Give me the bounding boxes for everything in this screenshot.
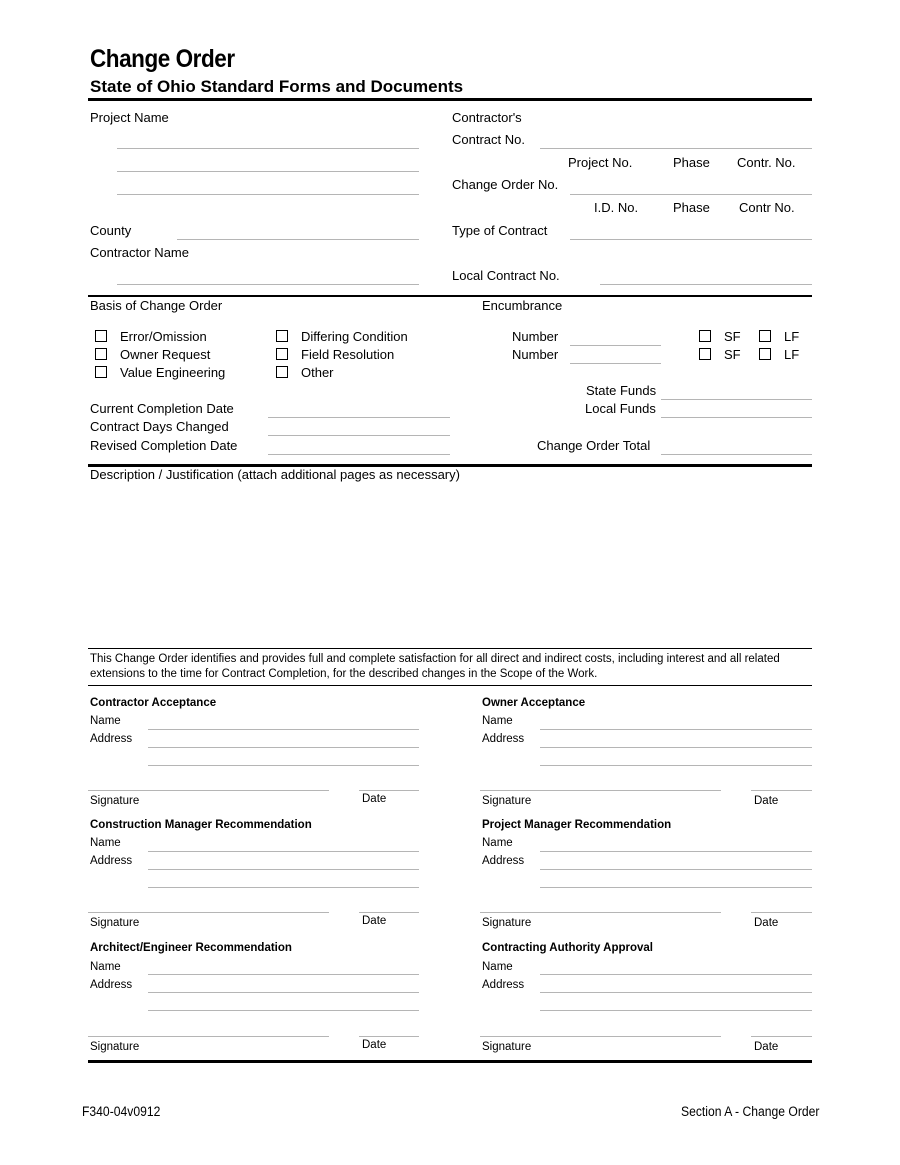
error-omission-label: Error/Omission [120,329,207,344]
bottom-rule [88,1060,812,1063]
owner-signature-label: Signature [482,795,532,807]
cm-address-label: Address [90,855,133,867]
pm-address-field-2[interactable] [540,887,812,888]
number1-field[interactable] [570,345,661,346]
header-divider [88,98,812,101]
current-completion-field[interactable] [268,417,450,418]
contractor-address-field-2[interactable] [148,765,419,766]
section-label: Section A - Change Order [681,1104,820,1119]
type-of-contract-field[interactable] [570,239,812,240]
contractor-name-label: Name [90,715,121,727]
error-omission-checkbox[interactable] [95,330,107,342]
contractor-name-field[interactable] [148,729,419,730]
ca-name-field[interactable] [540,974,812,975]
statement-bottom-rule [88,685,812,686]
ae-date-field[interactable] [359,1036,419,1037]
ae-address-label: Address [90,979,133,991]
contractor-signature-field[interactable] [88,790,329,791]
cm-signature-field[interactable] [88,912,329,913]
number2-field[interactable] [570,363,661,364]
ae-signature-label: Signature [90,1041,140,1053]
description-label: Description / Justification (attach additional pages as necessary) [90,467,460,482]
change-order-total-label: Change Order Total [537,438,651,453]
pm-name-label: Name [482,837,513,849]
ca-signature-label: Signature [482,1041,532,1053]
cm-name-field[interactable] [148,851,419,852]
other-label: Other [301,365,334,380]
pm-address-field-1[interactable] [540,869,812,870]
phase-sublabel: Phase [673,155,710,170]
ca-date-field[interactable] [751,1036,812,1037]
owner-acceptance-heading: Owner Acceptance [482,697,586,709]
revised-completion-field[interactable] [268,454,450,455]
contr-no2-sublabel: Contr No. [739,200,795,215]
contractor-date-field[interactable] [359,790,419,791]
project-no-sublabel: Project No. [568,155,633,170]
owner-request-checkbox[interactable] [95,348,107,360]
owner-address-field-2[interactable] [540,765,812,766]
owner-date-label: Date [754,795,779,807]
form-id: F340-04v0912 [82,1104,161,1119]
project-name-line-1[interactable] [117,148,419,149]
ca-date-label: Date [754,1041,779,1053]
ae-address-field-1[interactable] [148,992,419,993]
field-resolution-label: Field Resolution [301,347,395,362]
contractor-acceptance-heading: Contractor Acceptance [90,697,217,709]
ae-recommendation-heading: Architect/Engineer Recommendation [90,942,292,954]
cm-date-label: Date [362,915,387,927]
sf2-label: SF [724,347,741,362]
pm-date-field[interactable] [751,912,812,913]
statement-text: This Change Order identifies and provides full and complete satisfaction for all direct and indirect costs, including interest and all related extensions to the time for Contract Completion, for the described changes in the Scope of the Work. [90,653,780,680]
cm-signature-label: Signature [90,917,140,929]
form-title: Change Order [90,45,235,73]
ae-name-label: Name [90,961,121,973]
lf2-checkbox[interactable] [759,348,771,360]
local-contract-no-label: Local Contract No. [452,268,560,283]
owner-name-field[interactable] [540,729,812,730]
ca-address-field-1[interactable] [540,992,812,993]
cm-address-field-2[interactable] [148,887,419,888]
sf2-checkbox[interactable] [699,348,711,360]
ca-address-label: Address [482,979,525,991]
pm-signature-field[interactable] [480,912,721,913]
state-funds-field[interactable] [661,399,812,400]
lf1-checkbox[interactable] [759,330,771,342]
ae-name-field[interactable] [148,974,419,975]
field-resolution-checkbox[interactable] [276,348,288,360]
project-name-label: Project Name [90,110,169,125]
pm-address-label: Address [482,855,525,867]
revised-completion-label: Revised Completion Date [90,438,238,453]
contractor-date-label: Date [362,793,387,805]
description-area[interactable] [90,486,810,644]
phase2-sublabel: Phase [673,200,710,215]
contractor-address-field-1[interactable] [148,747,419,748]
local-contract-no-field[interactable] [600,284,812,285]
cm-name-label: Name [90,837,121,849]
contr-no-sublabel: Contr. No. [737,155,796,170]
state-funds-label: State Funds [586,383,657,398]
ae-address-field-2[interactable] [148,1010,419,1011]
lf1-label: LF [784,329,800,344]
number2-label: Number [512,347,559,362]
value-engineering-checkbox[interactable] [95,366,107,378]
change-order-no-field[interactable] [570,194,812,195]
owner-address-field-1[interactable] [540,747,812,748]
owner-address-label: Address [482,733,525,745]
owner-signature-field[interactable] [480,790,721,791]
sf1-label: SF [724,329,741,344]
project-name-line-3[interactable] [117,194,419,195]
contractors-label: Contractor's [452,110,522,125]
contractor-name-label: Contractor Name [90,245,189,260]
contractor-name-field[interactable] [117,284,419,285]
ca-address-field-2[interactable] [540,1010,812,1011]
county-field[interactable] [177,239,419,240]
contractor-signature-label: Signature [90,795,140,807]
differing-condition-label: Differing Condition [301,329,408,344]
pm-signature-label: Signature [482,917,532,929]
contract-days-label: Contract Days Changed [90,419,229,434]
differing-condition-checkbox[interactable] [276,330,288,342]
contractor-address-label: Address [90,733,133,745]
contract-days-field[interactable] [268,435,450,436]
current-completion-label: Current Completion Date [90,401,234,416]
local-funds-label: Local Funds [585,401,656,416]
change-order-total-field[interactable] [661,454,812,455]
encumbrance-label: Encumbrance [482,298,563,313]
ca-approval-heading: Contracting Authority Approval [482,942,654,954]
type-of-contract-label: Type of Contract [452,223,548,238]
county-label: County [90,223,132,238]
local-funds-field[interactable] [661,417,812,418]
pm-recommendation-heading: Project Manager Recommendation [482,819,672,831]
statement-top-rule [88,648,812,649]
contract-no-label: Contract No. [452,132,525,147]
owner-date-field[interactable] [751,790,812,791]
owner-request-label: Owner Request [120,347,211,362]
cm-address-field-1[interactable] [148,869,419,870]
ae-signature-field[interactable] [88,1036,329,1037]
basis-label: Basis of Change Order [90,298,223,313]
cm-date-field[interactable] [359,912,419,913]
value-engineering-label: Value Engineering [120,365,226,380]
id-no-sublabel: I.D. No. [594,200,639,215]
section-divider-1 [88,295,812,297]
ae-date-label: Date [362,1039,387,1051]
project-name-line-2[interactable] [117,171,419,172]
contract-no-field[interactable] [540,148,812,149]
pm-date-label: Date [754,917,779,929]
pm-name-field[interactable] [540,851,812,852]
other-checkbox[interactable] [276,366,288,378]
sf1-checkbox[interactable] [699,330,711,342]
change-order-no-label: Change Order No. [452,177,559,192]
number1-label: Number [512,329,559,344]
form-subtitle: State of Ohio Standard Forms and Documents [90,77,464,96]
owner-name-label: Name [482,715,513,727]
ca-signature-field[interactable] [480,1036,721,1037]
ca-name-label: Name [482,961,513,973]
lf2-label: LF [784,347,800,362]
cm-recommendation-heading: Construction Manager Recommendation [90,819,312,831]
